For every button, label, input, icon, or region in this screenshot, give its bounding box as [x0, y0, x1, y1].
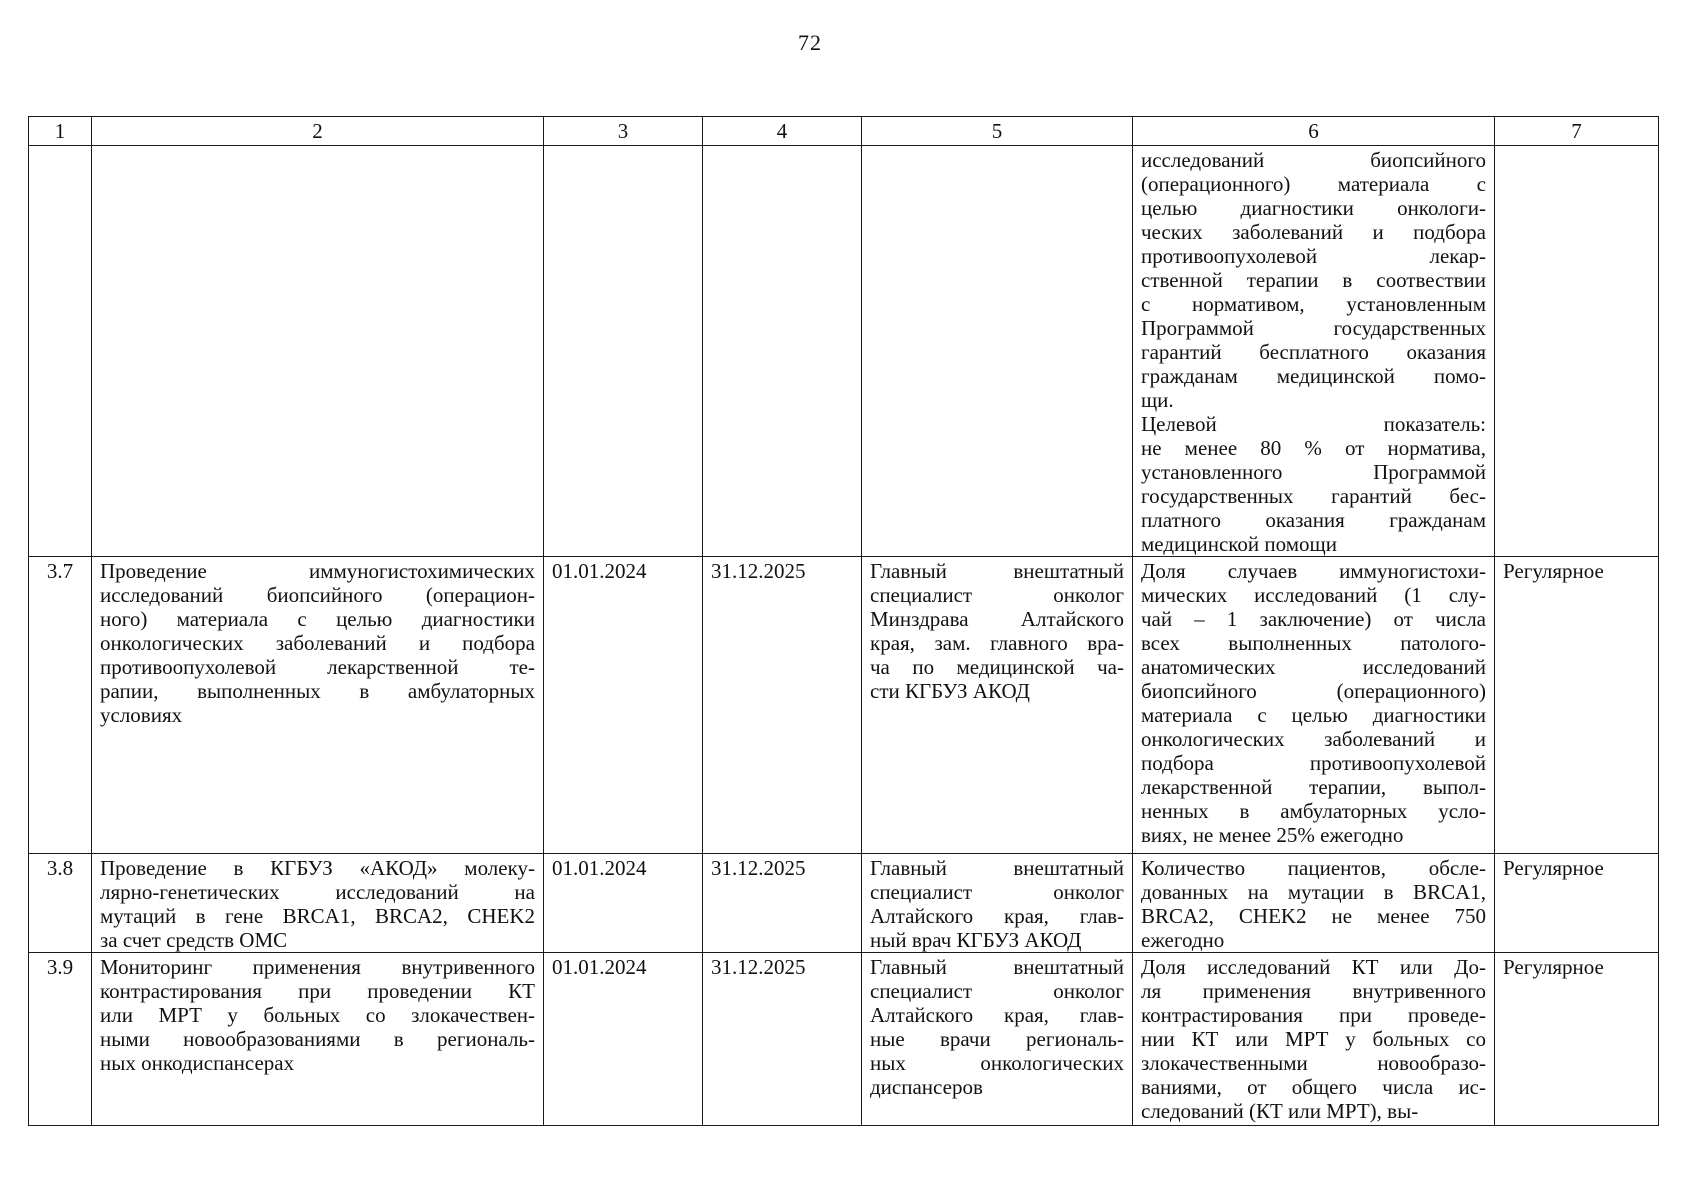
- cell-start: 01.01.2024: [544, 953, 703, 1126]
- cell-end: 31.12.2025: [703, 953, 862, 1126]
- cell-text-line: края, зам. главного вра-: [870, 631, 1124, 655]
- table-row-3-8: [29, 854, 1659, 953]
- cell-text-line: биопсийного (операционного): [1141, 679, 1486, 703]
- cell-text-line: ный врач КГБУЗ АКОД: [870, 928, 1082, 952]
- cell-text-line: с нормативом, установленным: [1141, 292, 1486, 316]
- cell-text-line: Проведение в КГБУЗ «АКОД» молеку-: [100, 856, 535, 880]
- cell-text-line: дованных на мутации в BRCA1,: [1141, 880, 1486, 904]
- cell-text-line: ные врачи региональ-: [870, 1027, 1124, 1051]
- cell-start: 01.01.2024: [544, 854, 703, 953]
- cell-text-line: ежегодно: [1141, 928, 1225, 952]
- cell-text-line: (операционного) материала с: [1141, 172, 1486, 196]
- cell-text-line: ля применения внутривенного: [1141, 979, 1486, 1003]
- cell-text-line: ственной терапии в соотвествии: [1141, 268, 1486, 292]
- cell-text-line: специалист онколог: [870, 583, 1124, 607]
- cell-action: [92, 854, 544, 953]
- cell-text-line: ненных в амбулаторных усло-: [1141, 799, 1486, 823]
- cell-text-line: ческих заболеваний и подбора: [1141, 220, 1486, 244]
- cell-num: 3.7: [29, 557, 92, 854]
- cell-text-line: онкологических заболеваний и: [1141, 727, 1486, 751]
- cell-text-line: ных онкодиспансерах: [100, 1051, 295, 1075]
- cell-text-line: гарантий бесплатного оказания: [1141, 340, 1486, 364]
- cell-text-line: сти КГБУЗ АКОД: [870, 679, 1030, 703]
- cell-text-line: Главный внештатный: [870, 856, 1124, 880]
- cell-responsible: [862, 953, 1133, 1126]
- cell-text-line: Главный внештатный: [870, 955, 1124, 979]
- cell-text-line: специалист онколог: [870, 880, 1124, 904]
- cell-start: 01.01.2024: [544, 557, 703, 854]
- cell-text-line: исследований биопсийного (операцион-: [100, 583, 535, 607]
- cell-text-line: Количество пациентов, обсле-: [1141, 856, 1486, 880]
- cell-text-line: мических исследований (1 слу-: [1141, 583, 1486, 607]
- cell-text-line: Главный внештатный: [870, 559, 1124, 583]
- cell-text-line: Доля исследований КТ или До-: [1141, 955, 1486, 979]
- cell-text-line: BRCA2, CHEK2 не менее 750: [1141, 904, 1486, 928]
- cell-indicator: [1133, 953, 1495, 1126]
- cell-text-line: анатомических исследований: [1141, 655, 1486, 679]
- cell-text-line: за счет средств ОМС: [100, 928, 288, 952]
- cell-text-line: Алтайского края, глав-: [870, 1003, 1124, 1027]
- cell-text-line: Проведение иммуногистохимических: [100, 559, 535, 583]
- cell-text-line: подбора противоопухолевой: [1141, 751, 1486, 775]
- cell-num: [29, 146, 92, 557]
- cell-text-line: виях, не менее 25% ежегодно: [1141, 823, 1404, 847]
- cell-type: Регулярное: [1495, 557, 1659, 854]
- header-col-6: 6: [1133, 117, 1495, 146]
- header-col-4: 4: [703, 117, 862, 146]
- cell-responsible: [862, 854, 1133, 953]
- cell-text-line: следований (КТ или МРТ), вы-: [1141, 1099, 1419, 1123]
- cell-text-line: или МРТ у больных со злокачествен-: [100, 1003, 535, 1027]
- cell-text-line: Алтайского края, глав-: [870, 904, 1124, 928]
- measures-table: [28, 116, 1659, 1126]
- cell-indicator: [1133, 854, 1495, 953]
- cell-responsible: [862, 146, 1133, 557]
- cell-text-line: ными новообразованиями в региональ-: [100, 1027, 535, 1051]
- cell-type: Регулярное: [1495, 953, 1659, 1126]
- cell-text-line: не менее 80 % от норматива,: [1141, 436, 1486, 460]
- cell-text-line: лекарственной терапии, выпол-: [1141, 775, 1486, 799]
- cell-type: [1495, 146, 1659, 557]
- cell-num: 3.9: [29, 953, 92, 1126]
- cell-text-line: щи.: [1141, 388, 1174, 412]
- cell-text-line: нии КТ или МРТ у больных со: [1141, 1027, 1486, 1051]
- header-col-7: 7: [1495, 117, 1659, 146]
- cell-text-line: контрастирования при проведении КТ: [100, 979, 535, 1003]
- table-row-3-9: [29, 953, 1659, 1126]
- cell-text-line: чай – 1 заключение) от числа: [1141, 607, 1486, 631]
- cell-type: Регулярное: [1495, 854, 1659, 953]
- cell-text-line: материала с целью диагностики: [1141, 703, 1486, 727]
- cell-text-line: ваниями, от общего числа ис-: [1141, 1075, 1486, 1099]
- cell-text-line: гражданам медицинской помо-: [1141, 364, 1486, 388]
- cell-text-line: противоопухолевой лекар-: [1141, 244, 1486, 268]
- cell-text-line: Мониторинг применения внутривенного: [100, 955, 535, 979]
- cell-text-line: Целевой показатель:: [1141, 412, 1486, 436]
- cell-end: [703, 146, 862, 557]
- header-col-2: 2: [92, 117, 544, 146]
- header-col-3: 3: [544, 117, 703, 146]
- cell-text-line: противоопухолевой лекарственной те-: [100, 655, 535, 679]
- cell-text-line: Программой государственных: [1141, 316, 1486, 340]
- cell-text-line: диспансеров: [870, 1075, 983, 1099]
- cell-end: 31.12.2025: [703, 557, 862, 854]
- cell-text-line: всех выполненных патолого-: [1141, 631, 1486, 655]
- cell-end: 31.12.2025: [703, 854, 862, 953]
- cell-text-line: ных онкологических: [870, 1051, 1124, 1075]
- cell-text-line: исследований биопсийного: [1141, 148, 1486, 172]
- header-col-5: 5: [862, 117, 1133, 146]
- cell-text-line: установленного Программой: [1141, 460, 1486, 484]
- cell-text-line: рапии, выполненных в амбулаторных: [100, 679, 535, 703]
- cell-text-line: целью диагностики онкологи-: [1141, 196, 1486, 220]
- cell-start: [544, 146, 703, 557]
- cell-text-line: медицинской помощи: [1141, 532, 1337, 556]
- page-number: 72: [798, 30, 822, 55]
- cell-text-line: условиях: [100, 703, 183, 727]
- table-row-3-7: [29, 557, 1659, 854]
- cell-action: [92, 146, 544, 557]
- cell-text-line: ча по медицинской ча-: [870, 655, 1124, 679]
- cell-text-line: контрастирования при проведе-: [1141, 1003, 1486, 1027]
- cell-text-line: платного оказания гражданам: [1141, 508, 1486, 532]
- header-row: [29, 117, 1659, 146]
- table-row-continuation: [29, 146, 1659, 557]
- cell-action: [92, 953, 544, 1126]
- cell-text-line: лярно-генетических исследований на: [100, 880, 535, 904]
- cell-indicator: [1133, 146, 1495, 557]
- cell-text-line: мутаций в гене BRCA1, BRCA2, CHEK2: [100, 904, 535, 928]
- cell-action: [92, 557, 544, 854]
- cell-text-line: Минздрава Алтайского: [870, 607, 1124, 631]
- cell-text-line: Доля случаев иммуногистохи-: [1141, 559, 1486, 583]
- cell-text-line: онкологических заболеваний и подбора: [100, 631, 535, 655]
- cell-text-line: злокачественными новообразо-: [1141, 1051, 1486, 1075]
- cell-text-line: ного) материала с целью диагностики: [100, 607, 535, 631]
- cell-num: 3.8: [29, 854, 92, 953]
- header-col-1: 1: [29, 117, 92, 146]
- cell-responsible: [862, 557, 1133, 854]
- cell-text-line: государственных гарантий бес-: [1141, 484, 1486, 508]
- cell-indicator: [1133, 557, 1495, 854]
- cell-text-line: специалист онколог: [870, 979, 1124, 1003]
